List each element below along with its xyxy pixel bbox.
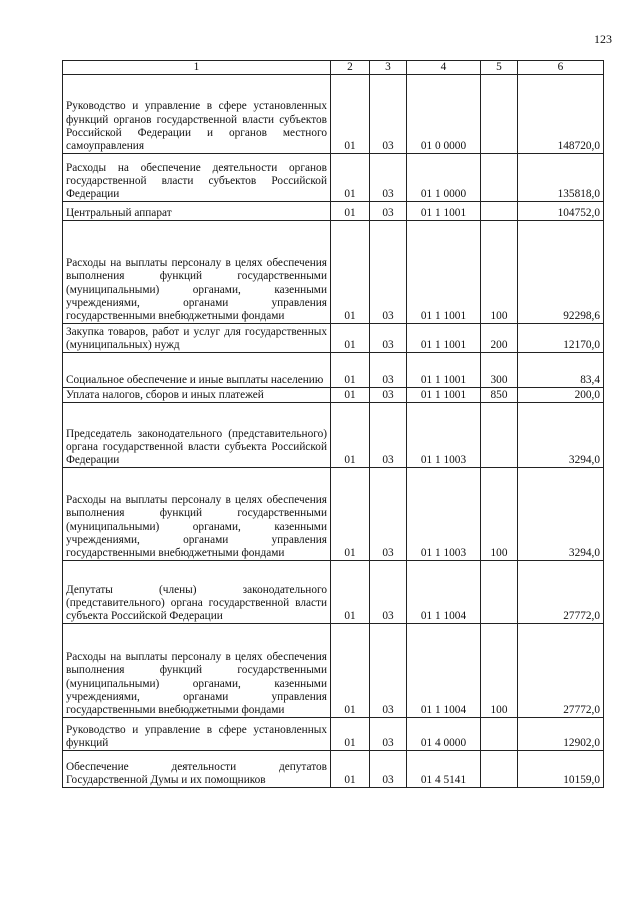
row-subsection-cell: 03 (370, 388, 407, 403)
row-section-cell: 01 (331, 75, 370, 154)
row-subsection-cell: 03 (370, 468, 407, 561)
row-amount-cell: 3294,0 (518, 403, 604, 468)
row-subsection-cell: 03 (370, 221, 407, 324)
row-section-cell: 01 (331, 388, 370, 403)
row-expense-type-cell (481, 202, 518, 221)
header-cell-5: 5 (481, 61, 518, 75)
row-target-article-cell: 01 1 1001 (407, 324, 481, 353)
header-cell-4: 4 (407, 61, 481, 75)
page-number: 123 (594, 32, 612, 46)
row-name-cell: Расходы на выплаты персоналу в целях обеспечения выполнения функций государственными (муниципальными) органами, казенными учреждениями, органами управления государственными внебюджетными фондами (63, 468, 331, 561)
table-row (63, 353, 604, 388)
row-target-article-cell: 01 1 1003 (407, 403, 481, 468)
header-cell-2: 2 (331, 61, 370, 75)
table-row (63, 154, 604, 202)
budget-table (62, 60, 604, 788)
row-amount-cell: 3294,0 (518, 468, 604, 561)
row-name-cell: Социальное обеспечение и иные выплаты населению (63, 353, 331, 388)
row-target-article-cell: 01 4 5141 (407, 751, 481, 788)
row-amount-cell: 104752,0 (518, 202, 604, 221)
row-section-cell: 01 (331, 202, 370, 221)
row-name-cell: Руководство и управление в сфере установленных функций (63, 718, 331, 751)
row-expense-type-cell: 300 (481, 353, 518, 388)
row-target-article-cell: 01 1 1004 (407, 624, 481, 718)
row-subsection-cell: 03 (370, 353, 407, 388)
row-amount-cell: 27772,0 (518, 561, 604, 624)
row-target-article-cell: 01 1 1001 (407, 388, 481, 403)
row-name-cell: Расходы на выплаты персоналу в целях обеспечения выполнения функций государственными (муниципальными) органами, казенными учреждениями, органами управления государственными внебюджетными фондами (63, 624, 331, 718)
row-amount-cell: 92298,6 (518, 221, 604, 324)
row-expense-type-cell (481, 75, 518, 154)
header-row (63, 61, 604, 75)
row-expense-type-cell: 100 (481, 468, 518, 561)
table-row (63, 403, 604, 468)
row-expense-type-cell (481, 403, 518, 468)
row-target-article-cell: 01 1 1003 (407, 468, 481, 561)
row-amount-cell: 135818,0 (518, 154, 604, 202)
row-name-cell: Закупка товаров, работ и услуг для государственных (муниципальных) нужд (63, 324, 331, 353)
header-cell-1: 1 (63, 61, 331, 75)
row-name-cell: Уплата налогов, сборов и иных платежей (63, 388, 331, 403)
row-target-article-cell: 01 4 0000 (407, 718, 481, 751)
row-section-cell: 01 (331, 751, 370, 788)
table-row (63, 388, 604, 403)
row-subsection-cell: 03 (370, 718, 407, 751)
row-target-article-cell: 01 1 1004 (407, 561, 481, 624)
row-name-cell: Обеспечение деятельности депутатов Государственной Думы и их помощников (63, 751, 331, 788)
row-amount-cell: 83,4 (518, 353, 604, 388)
row-expense-type-cell (481, 154, 518, 202)
row-name-cell: Руководство и управление в сфере установленных функций органов государственной власти субъектов Российской Федерации и органов местного самоуправления (63, 75, 331, 154)
table-row (63, 624, 604, 718)
row-subsection-cell: 03 (370, 75, 407, 154)
row-section-cell: 01 (331, 624, 370, 718)
table-row (63, 751, 604, 788)
row-section-cell: 01 (331, 154, 370, 202)
header-cell-3: 3 (370, 61, 407, 75)
row-expense-type-cell: 200 (481, 324, 518, 353)
row-subsection-cell: 03 (370, 751, 407, 788)
row-subsection-cell: 03 (370, 561, 407, 624)
row-amount-cell: 12170,0 (518, 324, 604, 353)
row-section-cell: 01 (331, 561, 370, 624)
table-row (63, 202, 604, 221)
row-target-article-cell: 01 0 0000 (407, 75, 481, 154)
row-section-cell: 01 (331, 718, 370, 751)
row-amount-cell: 27772,0 (518, 624, 604, 718)
row-subsection-cell: 03 (370, 624, 407, 718)
row-subsection-cell: 03 (370, 202, 407, 221)
row-subsection-cell: 03 (370, 403, 407, 468)
table-row (63, 468, 604, 561)
table-row (63, 718, 604, 751)
row-section-cell: 01 (331, 221, 370, 324)
row-name-cell: Расходы на выплаты персоналу в целях обеспечения выполнения функций государственными (муниципальными) органами, казенными учреждениями, органами управления государственными внебюджетными фондами (63, 221, 331, 324)
table-row (63, 561, 604, 624)
row-target-article-cell: 01 1 1001 (407, 353, 481, 388)
row-expense-type-cell (481, 561, 518, 624)
table-row (63, 221, 604, 324)
row-name-cell: Центральный аппарат (63, 202, 331, 221)
table-body (63, 75, 604, 788)
row-expense-type-cell: 100 (481, 624, 518, 718)
row-section-cell: 01 (331, 324, 370, 353)
row-amount-cell: 10159,0 (518, 751, 604, 788)
row-expense-type-cell (481, 751, 518, 788)
row-section-cell: 01 (331, 403, 370, 468)
row-amount-cell: 200,0 (518, 388, 604, 403)
row-subsection-cell: 03 (370, 324, 407, 353)
row-target-article-cell: 01 1 0000 (407, 154, 481, 202)
row-expense-type-cell: 850 (481, 388, 518, 403)
row-subsection-cell: 03 (370, 154, 407, 202)
table-row (63, 75, 604, 154)
row-expense-type-cell: 100 (481, 221, 518, 324)
row-amount-cell: 148720,0 (518, 75, 604, 154)
table-row (63, 324, 604, 353)
row-section-cell: 01 (331, 468, 370, 561)
row-target-article-cell: 01 1 1001 (407, 221, 481, 324)
row-expense-type-cell (481, 718, 518, 751)
header-cell-6: 6 (518, 61, 604, 75)
row-section-cell: 01 (331, 353, 370, 388)
row-target-article-cell: 01 1 1001 (407, 202, 481, 221)
row-name-cell: Депутаты (члены) законодательного (представительного) органа государственной власти субъекта Российской Федерации (63, 561, 331, 624)
row-amount-cell: 12902,0 (518, 718, 604, 751)
row-name-cell: Председатель законодательного (представительного) органа государственной власти субъекта Российской Федерации (63, 403, 331, 468)
row-name-cell: Расходы на обеспечение деятельности органов государственной власти субъектов Российской Федерации (63, 154, 331, 202)
